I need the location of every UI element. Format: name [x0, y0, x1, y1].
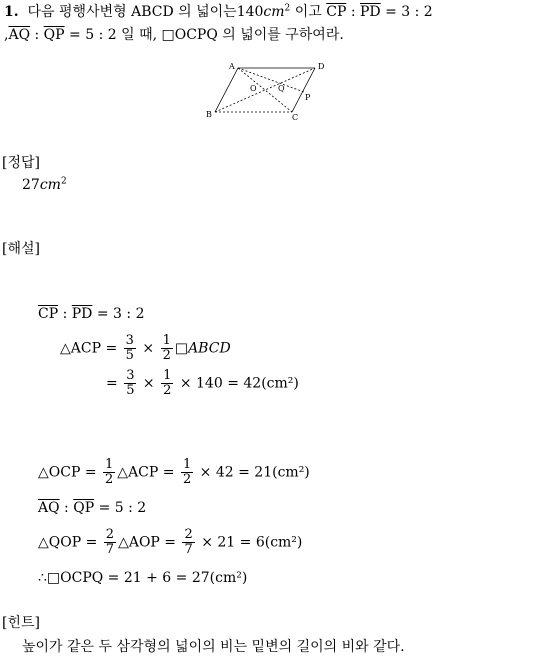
- answer-number: 27: [22, 177, 40, 193]
- explanation-heading: [해설]: [2, 241, 40, 257]
- denominator: 2: [162, 348, 171, 363]
- answer-exp: 2: [60, 176, 67, 187]
- answer-heading: [정답]: [2, 155, 40, 171]
- problem-mid: 이고: [290, 4, 327, 20]
- segment-qp: $\overline{QP}$: [73, 500, 95, 516]
- segment-pd: $\overline{PD}$: [360, 4, 381, 20]
- label-o: O: [250, 84, 257, 93]
- problem-line-2: [4, 24, 344, 44]
- ratio: = 3 : 2: [380, 4, 433, 20]
- label-c: C: [292, 113, 299, 122]
- fraction-2-7: [182, 528, 194, 557]
- denominator: 2: [182, 472, 192, 487]
- unit-exp: 2: [284, 3, 291, 14]
- segment-cp: $\overline{CP}$: [38, 306, 59, 322]
- numerator: 1: [105, 457, 114, 472]
- expl-line-5: [38, 500, 146, 516]
- numerator: 1: [182, 457, 192, 472]
- ratio-2: = 5 : 2 일 때, □OCPQ 의 넓이를 구하여라.: [64, 27, 344, 43]
- numerator: 2: [184, 527, 193, 542]
- segment-aq: $\overline{AQ}$: [8, 27, 31, 43]
- colon: :: [346, 4, 360, 20]
- lhs: △ACP =: [60, 340, 122, 357]
- denominator: 7: [105, 542, 115, 557]
- answer-unit: cm: [39, 177, 61, 193]
- expl-line-4: [38, 458, 310, 487]
- mid: △AOP =: [118, 534, 181, 551]
- denominator: 7: [184, 542, 193, 557]
- fraction-3-5: [124, 334, 136, 363]
- segment-qp: $\overline{QP}$: [43, 27, 65, 43]
- fraction-3-5: [124, 369, 136, 398]
- hint-heading: [힌트]: [2, 615, 40, 631]
- expl-line-3: = $\frac{3}{5}$ × $\frac{1}{2}$ × 140 = 42(cm²): [106, 368, 299, 398]
- label-q: Q: [278, 84, 285, 93]
- fraction-2-7: [104, 528, 116, 557]
- denominator: 5: [125, 348, 134, 363]
- side-dc: [292, 68, 315, 112]
- hint-text: 높이가 같은 두 삼각형의 넓이의 비는 밑변의 길이의 비와 같다.: [22, 639, 405, 655]
- colon: :: [30, 27, 44, 43]
- fraction-1-2: [161, 334, 173, 363]
- mid: △ACP =: [117, 464, 179, 481]
- result: × 140 = 42(cm²): [175, 375, 299, 392]
- label-p: P: [305, 93, 311, 102]
- segment-pd: $\overline{PD}$: [71, 306, 93, 322]
- times: ×: [138, 375, 160, 392]
- result: × 42 = 21(cm²): [195, 464, 310, 481]
- expl-line-2: [60, 334, 231, 363]
- problem-number: 1.: [4, 4, 19, 20]
- ratio: = 5 : 2: [94, 500, 147, 516]
- fraction-1-2: [181, 458, 193, 487]
- unit: cm: [263, 4, 285, 20]
- problem-text: 다음 평행사변형 ABCD 의 넓이는140: [27, 4, 264, 20]
- colon: :: [58, 306, 72, 322]
- denominator: 2: [105, 472, 114, 487]
- denominator: 5: [126, 383, 135, 398]
- numerator: 1: [162, 333, 171, 348]
- times: ×: [137, 340, 159, 357]
- lhs: △QOP =: [38, 534, 102, 551]
- numerator: 2: [105, 527, 115, 542]
- expl-line-1: [38, 306, 144, 322]
- diagonal-bd: [215, 68, 315, 112]
- label-b: B: [206, 110, 212, 119]
- rhs: □ABCD: [174, 340, 231, 357]
- problem-line-1: [4, 1, 433, 21]
- expl-line-6: [38, 528, 302, 557]
- result: × 21 = 6(cm²): [196, 534, 303, 551]
- expl-line-7: ∴□OCPQ = 21 + 6 = 27(cm²): [38, 570, 248, 586]
- fraction-1-2: [161, 369, 173, 398]
- fraction-1-2: [103, 458, 115, 487]
- denominator: 2: [163, 383, 172, 398]
- segment-ap: [238, 68, 304, 92]
- ratio: = 3 : 2: [92, 306, 145, 322]
- numerator: 3: [125, 333, 134, 348]
- parallelogram-figure: [200, 56, 340, 126]
- numerator: 1: [163, 368, 172, 383]
- lhs: △OCP =: [38, 464, 102, 481]
- answer-value: [22, 177, 67, 193]
- prefix: ,: [4, 27, 9, 43]
- segment-aq: $\overline{AQ}$: [38, 500, 60, 516]
- side-ab: [215, 68, 238, 112]
- label-d: D: [318, 62, 325, 71]
- numerator: 3: [126, 368, 135, 383]
- segment-cp: $\overline{CP}$: [326, 4, 347, 20]
- colon: :: [59, 500, 74, 516]
- label-a: A: [229, 62, 235, 71]
